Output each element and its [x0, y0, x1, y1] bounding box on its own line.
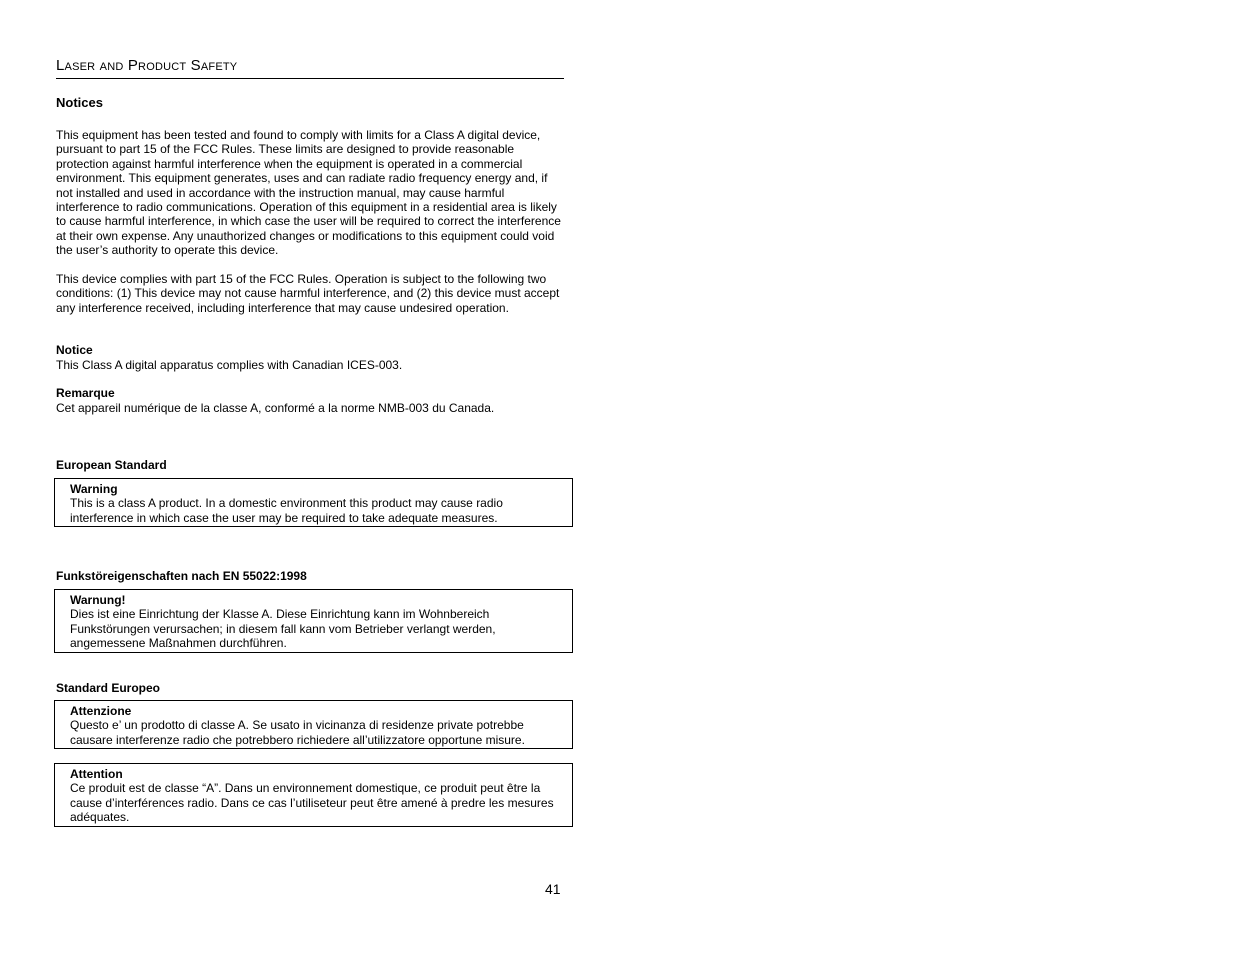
notice-text: This Class A digital apparatus complies with Canadian ICES-003. [56, 358, 403, 372]
german-warning-text: Dies ist eine Einrichtung der Klasse A. Diese Einrichtung kann im Wohnbereich Funkstörungen verursachen; in diesem fall kann vom Betrieber verlangt werden, angemessene Maßnahmen durchführen. [70, 607, 496, 651]
fcc-paragraph-2: This device complies with part 15 of the FCC Rules. Operation is subject to the following two conditions: (1) This device may not cause harmful interference, and (2) this device must accept any interference received, including interference that may cause undesired operation. [56, 272, 560, 315]
italian-warning-heading: Attenzione [70, 704, 132, 718]
remarque-heading: Remarque [56, 386, 115, 400]
european-warning-box [54, 478, 573, 527]
notice-heading: Notice [56, 343, 93, 357]
italian-warning-box [54, 700, 573, 749]
section-title: Laser and Product Safety [56, 56, 564, 79]
french-warning-heading: Attention [70, 767, 123, 781]
german-warning-heading: Warnung! [70, 593, 126, 607]
french-warning-box [54, 763, 573, 827]
notices-heading: Notices [56, 95, 103, 110]
european-warning-text: This is a class A product. In a domestic environment this product may cause radio interference in which case the user may be required to take adequate measures. [70, 496, 503, 525]
european-standard-heading: European Standard [56, 458, 167, 472]
european-warning-heading: Warning [70, 482, 118, 496]
french-warning-text: Ce produit est de classe “A”. Dans un environnement domestique, ce produit peut être la cause d’interférences radio. Dans ce cas l’utiliseteur peut être amené à predre les mesures adéquates. [70, 781, 554, 825]
italian-warning-text: Questo e’ un prodotto di classe A. Se usato in vicinanza di residenze private potrebbe causare interferenze radio che potrebbero richiedere all’utilizzatore opportune misure. [70, 718, 525, 747]
fcc-paragraph-1: This equipment has been tested and found to comply with limits for a Class A digital device, pursuant to part 15 of the FCC Rules. These limits are designed to provide reasonable protection against harmful interference when the equipment is operated in a commercial environment. This equipment generates, uses and can radiate radio frequency energy and, if not installed and used in accordance with the instruction manual, may cause harmful interference to radio communications. Operation of this equipment in a residential area is likely to cause harmful interference, in which case the user will be required to correct the interference at their own expense. Any unauthorized changes or modifications to this equipment could void the user’s authority to operate this device. [56, 128, 561, 258]
italian-standard-heading: Standard Europeo [56, 681, 161, 695]
german-standard-heading: Funkstöreigenschaften nach EN 55022:1998 [56, 569, 307, 583]
german-warning-box [54, 589, 573, 653]
page-number: 41 [545, 881, 561, 897]
remarque-text: Cet appareil numérique de la classe A, conformé a la norme NMB-003 du Canada. [56, 401, 495, 415]
